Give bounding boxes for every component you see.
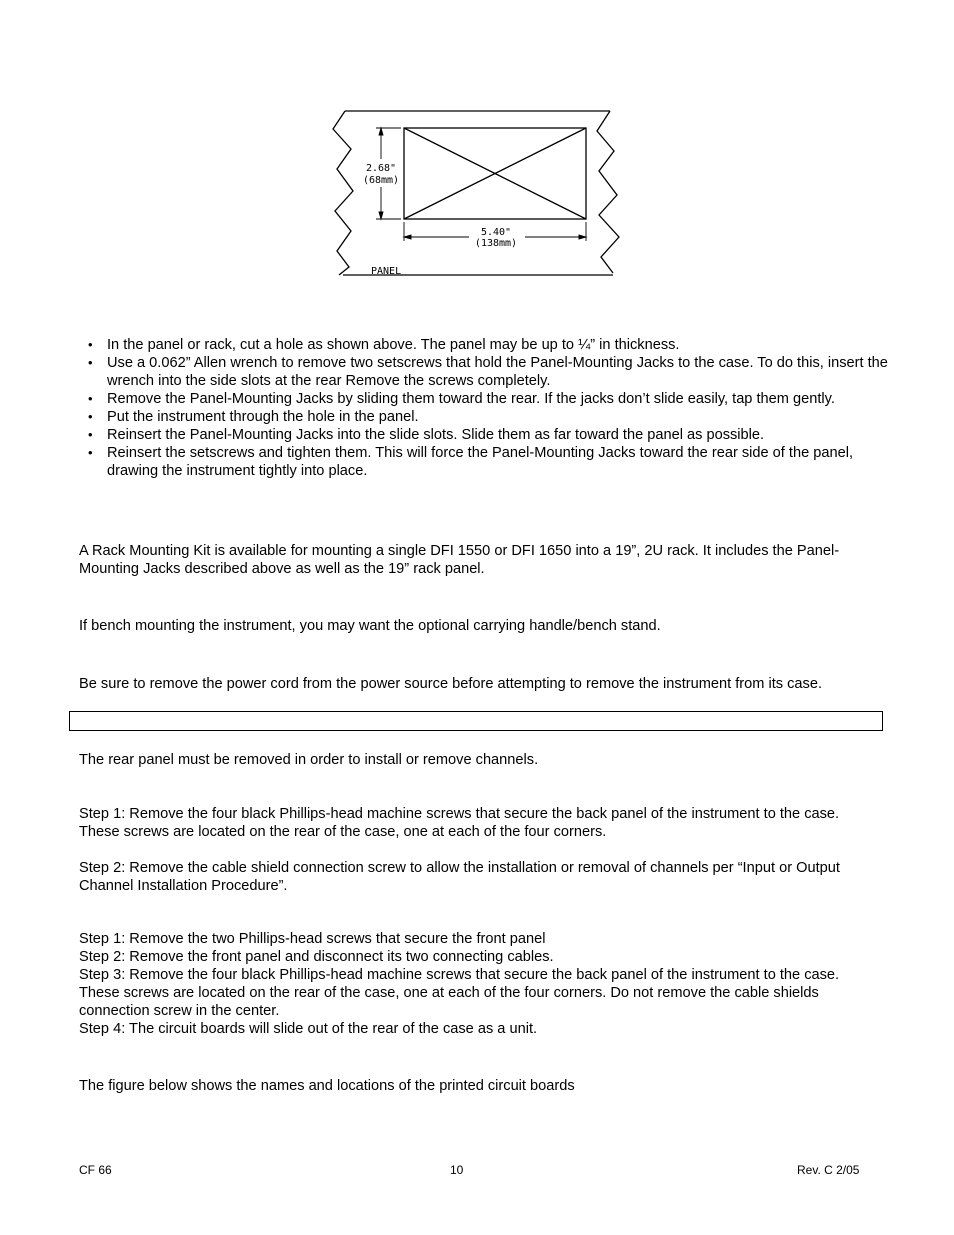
bench-paragraph: If bench mounting the instrument, you may want the optional carrying handle/bench stand.	[79, 618, 661, 634]
height-label: 2.68"	[365, 163, 397, 174]
power-warning-paragraph: Be sure to remove the power cord from the power source before attempting to remove the instrument from its case.	[79, 676, 822, 692]
footer-page-number: 10	[450, 1163, 464, 1177]
list-item: • Reinsert the Panel-Mounting Jacks into the slide slots. Slide them as far toward the panel as possible.	[107, 426, 897, 444]
panel-label: PANEL	[371, 266, 402, 277]
list-item: • Remove the Panel-Mounting Jacks by sliding them toward the rear. If the jacks don’t slide easily, tap them gently.	[107, 390, 897, 408]
panel-right-edge	[597, 111, 619, 273]
rack-kit-paragraph: A Rack Mounting Kit is available for mounting a single DFI 1550 or DFI 1650 into a 19”, 2U rack. It includes the Panel-Mounting Jacks described above as well as the 19” rack panel.	[79, 543, 840, 577]
boxed-note	[69, 711, 883, 731]
footer-doc-id: CF 66	[79, 1163, 112, 1177]
width-label: 5.40"	[480, 227, 512, 238]
list-item: • Put the instrument through the hole in the panel.	[107, 408, 897, 426]
rear-step-2: Step 2: Remove the cable shield connection screw to allow the installation or removal of channels per “Input or Output Channel Installation Procedure”.	[79, 860, 840, 894]
list-item: • Use a 0.062” Allen wrench to remove two setscrews that hold the Panel-Mounting Jacks to the case. To do this, insert the wrench into the side slots at the rear Remove the screws completely.	[107, 354, 897, 390]
removal-step-1: Step 1: Remove the two Phillips-head screws that secure the front panel	[79, 931, 546, 947]
removal-step-4: Step 4: The circuit boards will slide out of the rear of the case as a unit.	[79, 1021, 538, 1037]
removal-steps	[79, 930, 879, 1038]
footer-revision: Rev. C 2/05	[797, 1163, 860, 1177]
list-item: • In the panel or rack, cut a hole as shown above. The panel may be up to ¼” in thickness.	[107, 336, 897, 354]
list-item: • Reinsert the setscrews and tighten them. This will force the Panel-Mounting Jacks toward the rear side of the panel, drawing the instrument tightly into place.	[107, 444, 897, 480]
mounting-instructions-list	[88, 336, 897, 480]
panel-left-edge	[333, 111, 353, 275]
removal-step-3: Step 3: Remove the four black Phillips-head machine screws that secure the back panel of the instrument to the case. These screws are located on the rear of the case, one at each of the four corners. Do not remove the cable shields connection screw in the center.	[79, 967, 840, 1019]
removal-step-2: Step 2: Remove the front panel and disconnect its two connecting cables.	[79, 949, 554, 965]
panel-cutout-diagram	[329, 107, 629, 282]
figure-intro-paragraph: The figure below shows the names and locations of the printed circuit boards	[79, 1078, 575, 1094]
height-metric-label: (68mm)	[362, 175, 400, 186]
width-metric-label: (138mm)	[474, 238, 518, 249]
rear-panel-paragraph: The rear panel must be removed in order to install or remove channels.	[79, 752, 539, 768]
rear-step-1: Step 1: Remove the four black Phillips-head machine screws that secure the back panel of the instrument to the case. These screws are located on the rear of the case, one at each of the four corners.	[79, 806, 840, 840]
